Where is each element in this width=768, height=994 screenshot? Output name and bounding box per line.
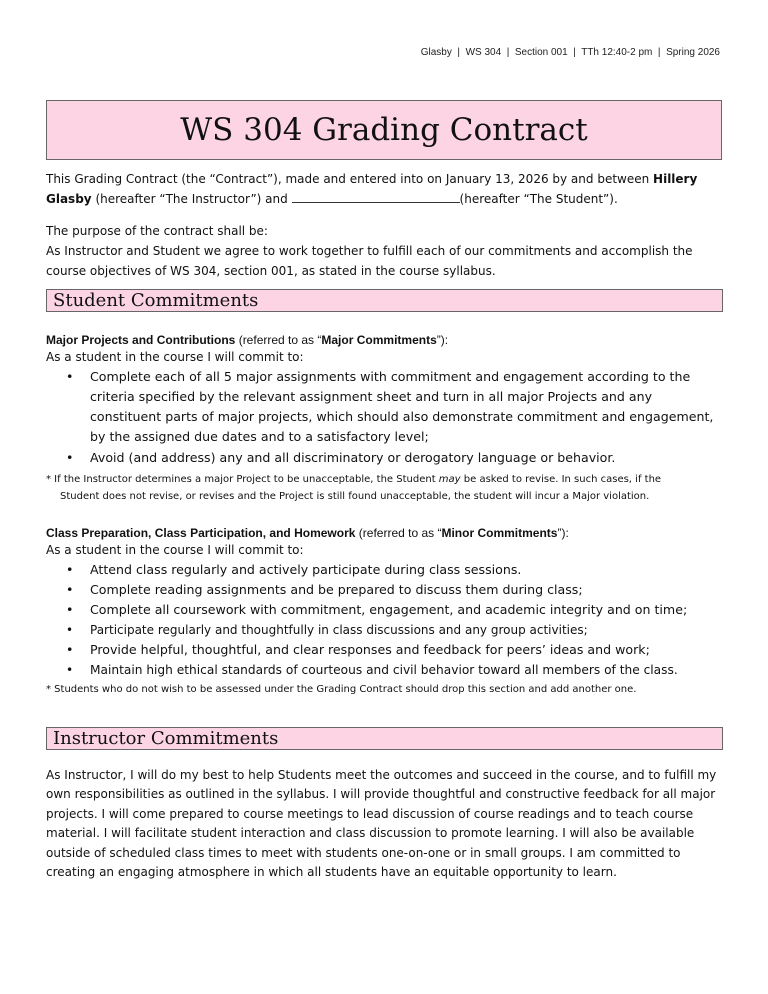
bullet-icon: • — [66, 602, 74, 617]
bullet-icon: • — [66, 642, 74, 657]
minor-list — [46, 560, 726, 680]
list-item: • Complete each of all 5 major assignments with commitment and engagement according to the criteria specified by the relevant assignment sheet and turn in all major Projects and any constituent parts of major projects, which should also demonstrate commitment and engagement, by the assigned due dates and to a satisfactory level; — [66, 369, 714, 444]
list-item: • Avoid (and address) any and all discriminatory or derogatory language or behavior. — [46, 448, 726, 468]
student-commitments-bar — [46, 289, 723, 312]
student-name-blank — [292, 190, 460, 203]
intro-text-3: (hereafter “The Student”). — [459, 192, 618, 206]
purpose-paragraph — [46, 221, 726, 281]
list-item: • Complete reading assignments and be prepared to discuss them during class; — [46, 580, 726, 600]
bullet-icon: • — [66, 663, 74, 677]
minor-commitments-heading: Class Preparation, Class Participation, and Homework (referred to as “Minor Commitments”): — [46, 526, 569, 540]
instructor-commitments-bar — [46, 727, 723, 750]
bullet-icon: • — [66, 623, 74, 637]
major-note: * If the Instructor determines a major Project to be unacceptable, the Student may be asked to revise. In such cases, if the Student does not revise, or revises and the Project is still found unacceptable, the student will incur a Major violation. — [46, 474, 662, 502]
page-title: WS 304 Grading Contract — [180, 112, 588, 148]
bullet-icon: • — [66, 369, 74, 384]
minor-lead: As a student in the course I will commit to: — [46, 543, 304, 557]
list-item: • Participate regularly and thoughtfully in class discussions and any group activities; — [46, 620, 726, 640]
instructor-body: As Instructor, I will do my best to help Students meet the outcomes and succeed in the course, and to fulfill my own responsibilities as outlined in the syllabus. I will provide thoughtful and constructive feedback for all major projects. I will come prepared to course meetings to lead discussion of course readings and to teach course material. I will facilitate student interaction and class discussion to promote learning. I will also be available outside of scheduled class times to meet with students one-on-one or in small groups. I am committed to creating an engaging atmosphere in which all students have an equitable opportunity to learn. — [46, 768, 717, 880]
instructor-commitments-heading: Instructor Commitments — [53, 728, 279, 749]
purpose-text: As Instructor and Student we agree to work together to fulfill each of our commitments and accomplish the course objectives of WS 304, section 001, as stated in the course syllabus. — [46, 244, 693, 278]
purpose-label: The purpose of the contract shall be: — [46, 224, 268, 238]
student-commitments-heading: Student Commitments — [53, 290, 259, 311]
minor-note: * Students who do not wish to be assessed under the Grading Contract should drop this section and add another one. — [46, 684, 637, 695]
major-lead: As a student in the course I will commit to: — [46, 350, 304, 364]
major-commitments-heading: Major Projects and Contributions (referred to as “Major Commitments”): — [46, 333, 449, 347]
list-item: • Complete all coursework with commitment, engagement, and academic integrity and on time; — [46, 600, 726, 620]
bullet-icon: • — [66, 582, 74, 597]
major-list — [46, 367, 726, 468]
intro-text-1: This Grading Contract (the “Contract”), made and entered into on January 13, 2026 by and between — [46, 172, 654, 186]
list-item: • Maintain high ethical standards of courteous and civil behavior toward all members of the class. — [46, 660, 726, 680]
page-header: Glasby | WS 304 | Section 001 | TTh 12:40-2 pm | Spring 2026 — [420, 47, 720, 58]
list-item: • Attend class regularly and actively participate during class sessions. — [46, 560, 726, 580]
title-box — [46, 100, 722, 160]
instructor-name: Hillery Glasby — [46, 172, 698, 206]
intro-text-2: (hereafter “The Instructor”) and — [91, 192, 292, 206]
intro-paragraph — [46, 169, 726, 209]
list-item: • Provide helpful, thoughtful, and clear responses and feedback for peers’ ideas and work; — [46, 640, 726, 660]
bullet-icon: • — [66, 562, 74, 577]
bullet-icon: • — [66, 450, 74, 465]
